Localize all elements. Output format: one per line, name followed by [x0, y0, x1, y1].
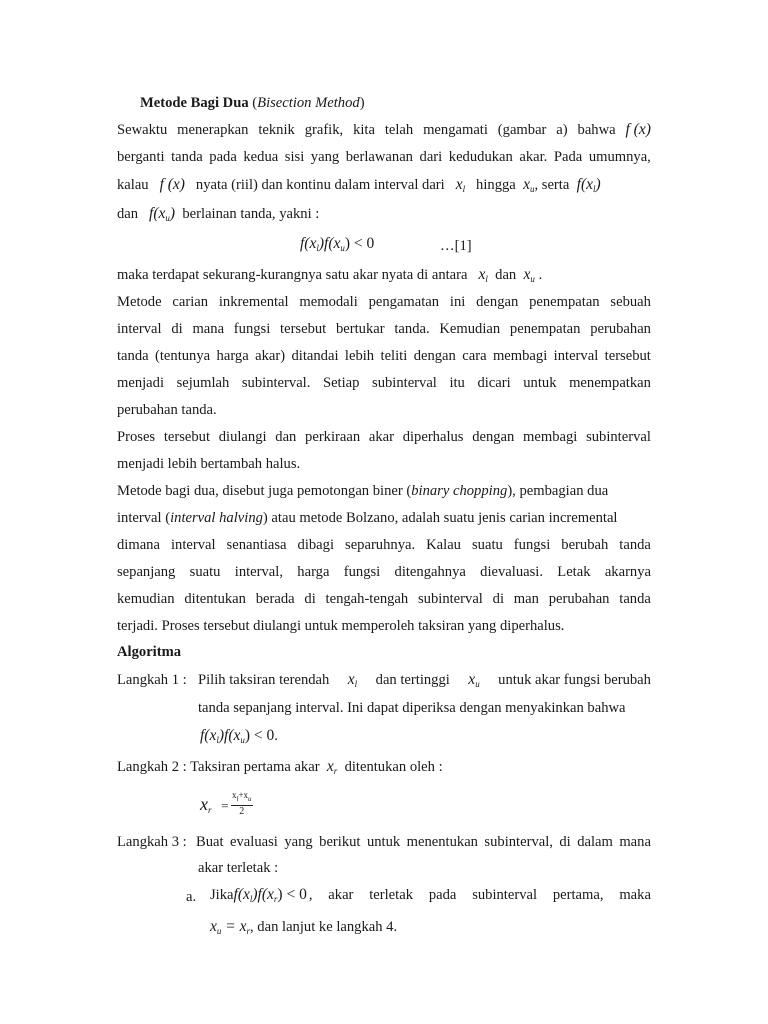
xu-math: $x_u$ — [523, 266, 535, 284]
text: dan — [495, 267, 517, 283]
word: Sewaktu — [117, 122, 168, 138]
word: a) — [556, 122, 568, 138]
text: Metode bagi dua, disebut juga pemotongan biner ( — [117, 483, 412, 499]
word: fungsi — [343, 564, 381, 580]
equals: = — [221, 798, 229, 813]
word: yang — [310, 149, 340, 165]
xr-math: $x_r$ — [326, 758, 338, 776]
word: carian — [172, 294, 209, 310]
word: menempatkan — [569, 375, 651, 391]
word: penempatan — [529, 294, 600, 310]
word: Setiap — [322, 375, 360, 391]
word: interval — [553, 348, 599, 364]
equation-1 — [300, 235, 374, 257]
italic-term: binary chopping — [411, 483, 508, 499]
word: dalam — [577, 834, 613, 850]
word: suatu — [189, 564, 221, 580]
word: fungsi — [513, 537, 551, 553]
word: membagi — [492, 348, 548, 364]
p4-line2 — [117, 509, 617, 527]
word: dengan — [413, 348, 456, 364]
word: dievaluasi. — [480, 564, 543, 580]
word: Buat — [196, 834, 224, 850]
xr-formula-lhs — [200, 795, 229, 819]
fxl-math: $f(x_l)$ — [576, 176, 601, 194]
fxu-math: $f(x_u)$ — [149, 205, 176, 223]
xu-math: $x_u$ — [468, 671, 480, 689]
section-title — [140, 94, 365, 112]
fx-math: f (x) — [625, 121, 651, 138]
step1-line2: tanda sepanjang interval. Ini dapat diperiksa dengan menyakinkan bahwa — [198, 700, 626, 716]
word: kemudian — [117, 591, 175, 607]
eq-math: $f(x_l)f(x_u) < 0$ — [200, 727, 275, 745]
word: (gambar — [497, 122, 547, 138]
text: nyata (riil) dan kontinu dalam interval dari — [195, 177, 445, 193]
xl-math: $x_l$ — [347, 671, 358, 689]
step1-label: Langkah 1 : — [117, 672, 187, 688]
title-paren-close: ) — [359, 95, 365, 111]
word: Proses — [117, 429, 156, 445]
p1-line1 — [117, 121, 651, 139]
word: Kemudian — [439, 321, 501, 337]
title-bold: Metode Bagi Dua — [140, 95, 249, 111]
word: dengan — [476, 294, 519, 310]
word: akar) — [255, 348, 286, 364]
text: ), pembagian dua — [507, 483, 609, 499]
word: terletak — [369, 887, 413, 903]
word: di — [492, 591, 504, 607]
word: Metode — [117, 294, 162, 310]
word: diperhalus — [402, 429, 464, 445]
word: tanda. — [394, 321, 430, 337]
word: interval — [170, 537, 216, 553]
word: di — [304, 591, 316, 607]
word: separuhnya. — [345, 537, 416, 553]
text: ) atau metode Bolzano, adalah suatu jenis carian incremental — [262, 510, 618, 526]
word: kedua — [243, 149, 279, 165]
word: ini — [449, 294, 466, 310]
word: bertukar — [335, 321, 385, 337]
word: subinterval — [418, 591, 483, 607]
word: menjadi — [117, 375, 165, 391]
word: berada — [255, 591, 295, 607]
p2-line3 — [117, 347, 651, 365]
xl-math: $x_l$ — [478, 266, 488, 284]
xl-math: $x_l$ — [455, 176, 466, 194]
word: evaluasi — [230, 834, 278, 850]
word: menerapkan — [177, 122, 249, 138]
word: tersebut — [163, 429, 211, 445]
word: berubah — [561, 537, 609, 553]
word: telah — [384, 122, 414, 138]
p1-line5 — [117, 266, 542, 288]
word: berganti — [117, 149, 165, 165]
period: . — [538, 267, 543, 283]
period: . — [274, 728, 278, 744]
text: ditentukan oleh : — [344, 759, 443, 775]
p2-line4 — [117, 374, 651, 392]
fraction-denominator: 2 — [239, 806, 245, 817]
word: umumnya, — [588, 149, 651, 165]
text: Pilih taksiran terendah — [198, 672, 330, 688]
word: , — [308, 887, 313, 903]
word: dibagi — [297, 537, 335, 553]
word: cara — [462, 348, 487, 364]
p2-line5: perubahan tanda. — [117, 402, 217, 418]
word: tanda — [117, 348, 149, 364]
item-a-line1 — [210, 886, 651, 908]
word: berikut — [319, 834, 361, 850]
text: dan tertinggi — [375, 672, 450, 688]
item-a-tail — [309, 886, 651, 908]
word: pertama, — [552, 887, 604, 903]
word: subinterval. — [241, 375, 311, 391]
word: itu — [449, 375, 465, 391]
word: bahwa — [577, 122, 616, 138]
text: , serta — [534, 177, 570, 193]
text: dan — [117, 206, 139, 222]
word: subinterval — [372, 375, 437, 391]
p4-line6: terjadi. Proses tersebut diulangi untuk memperoleh taksiran yang diperhalus. — [117, 618, 565, 634]
word: kita — [353, 122, 375, 138]
p2-line1 — [117, 293, 651, 311]
word: Kalau — [426, 537, 461, 553]
word: Letak — [557, 564, 591, 580]
word: diulangi — [218, 429, 267, 445]
word: untuk — [366, 834, 401, 850]
word: subinterval — [586, 429, 651, 445]
word: harga — [216, 348, 249, 364]
step2-label: Langkah 2 : — [117, 759, 187, 775]
word: di — [559, 834, 571, 850]
condition-math: $f(x_l)f(x_r) < 0$ — [233, 886, 307, 904]
word: fungsi — [233, 321, 271, 337]
word: berlawanan — [345, 149, 413, 165]
italic-term: interval halving — [170, 510, 263, 526]
step3-line1 — [196, 833, 651, 851]
text: untuk akar fungsi berubah — [498, 672, 651, 688]
word: membagi — [523, 429, 578, 445]
word: dari — [419, 149, 443, 165]
word: harga — [297, 564, 330, 580]
title-paren-open: ( — [248, 95, 258, 111]
word: tanda — [619, 591, 651, 607]
text: , dan lanjut ke langkah 4. — [250, 919, 398, 935]
xr-lhs: $x_r$ — [200, 794, 212, 815]
word: interval, — [234, 564, 283, 580]
word: di — [171, 321, 183, 337]
p4-line1 — [117, 482, 608, 500]
word: teknik — [258, 122, 295, 138]
word: suatu — [471, 537, 503, 553]
step3-line2: akar terletak : — [198, 860, 279, 876]
algorithm-heading: Algoritma — [117, 644, 182, 660]
word: menentukan — [406, 834, 478, 850]
word: perkiraan — [305, 429, 361, 445]
word: (tentunya — [155, 348, 211, 364]
word: tanda — [619, 537, 651, 553]
word: subinterval — [472, 887, 538, 903]
p1-line3 — [117, 176, 601, 198]
word: memodali — [299, 294, 358, 310]
p3-line1 — [117, 428, 651, 446]
word: Pada — [553, 149, 583, 165]
title-italic: Bisection Method — [257, 95, 360, 111]
word: tengah-tengah — [325, 591, 409, 607]
word: teliti — [380, 348, 408, 364]
p1-line4 — [117, 205, 319, 227]
assign-math: $x_u = x_r$ — [210, 918, 250, 936]
step3-label: Langkah 3 : — [117, 834, 187, 850]
item-a-line2 — [210, 918, 397, 940]
word: dimana — [117, 537, 160, 553]
word: ditengahnya — [394, 564, 466, 580]
word: pada — [209, 149, 237, 165]
word: man — [513, 591, 539, 607]
text: kalau — [117, 177, 149, 193]
text: Jika — [210, 887, 234, 903]
word: mana — [619, 834, 651, 850]
word: tanda — [171, 149, 203, 165]
word: grafik, — [304, 122, 344, 138]
word: dicari — [477, 375, 511, 391]
fx-math: f (x) — [159, 176, 185, 193]
word: akar — [368, 429, 394, 445]
word: subinterval, — [484, 834, 553, 850]
step2-line — [117, 758, 443, 780]
step1-line1 — [198, 671, 651, 693]
word: yang — [284, 834, 313, 850]
word: penempatan — [509, 321, 581, 337]
word: perubahan — [590, 321, 651, 337]
word: lebih — [344, 348, 375, 364]
text: maka terdapat sekurang-kurangnya satu akar nyata di antara — [117, 267, 468, 283]
word: ditandai — [291, 348, 339, 364]
text: Taksiran pertama akar — [190, 759, 320, 775]
text: interval ( — [117, 510, 171, 526]
word: maka — [619, 887, 651, 903]
p3-line2: menjadi lebih bertambah halus. — [117, 456, 301, 472]
step1-equation — [200, 727, 278, 749]
word: perubahan — [548, 591, 610, 607]
xu-math: $x_u$ — [523, 176, 535, 194]
text: berlainan tanda, yakni : — [182, 206, 320, 222]
p4-line4 — [117, 563, 651, 581]
word: sejumlah — [176, 375, 230, 391]
word: akarnya — [604, 564, 651, 580]
word: mana — [192, 321, 225, 337]
word: sebuah — [610, 294, 651, 310]
word: dengan — [472, 429, 515, 445]
word: kedudukan — [448, 149, 513, 165]
word: ditentukan — [184, 591, 246, 607]
xr-formula-fraction — [231, 790, 253, 818]
p2-line2 — [117, 320, 651, 338]
word: senantiasa — [226, 537, 287, 553]
fraction-numerator: $x_l+x_u$ — [231, 790, 253, 806]
word: untuk — [523, 375, 557, 391]
word: dan — [275, 429, 297, 445]
p1-line2 — [117, 148, 651, 166]
p4-line5 — [117, 590, 651, 608]
word: mengamati — [423, 122, 488, 138]
word: pada — [428, 887, 457, 903]
word: inkremental — [218, 294, 289, 310]
word: akar. — [519, 149, 548, 165]
word: tersebut — [280, 321, 327, 337]
p4-line3 — [117, 536, 651, 554]
text: hingga — [476, 177, 516, 193]
word: interval — [117, 321, 162, 337]
word: tersebut — [604, 348, 651, 364]
eq1-math: $f(x_l)f(x_u) < 0$ — [300, 235, 375, 253]
word: sisi — [284, 149, 305, 165]
item-a-label: a. — [186, 889, 197, 905]
equation-ref: …[1] — [440, 238, 472, 254]
word: akar — [328, 887, 354, 903]
word: pengamatan — [368, 294, 440, 310]
word: sepanjang — [117, 564, 176, 580]
